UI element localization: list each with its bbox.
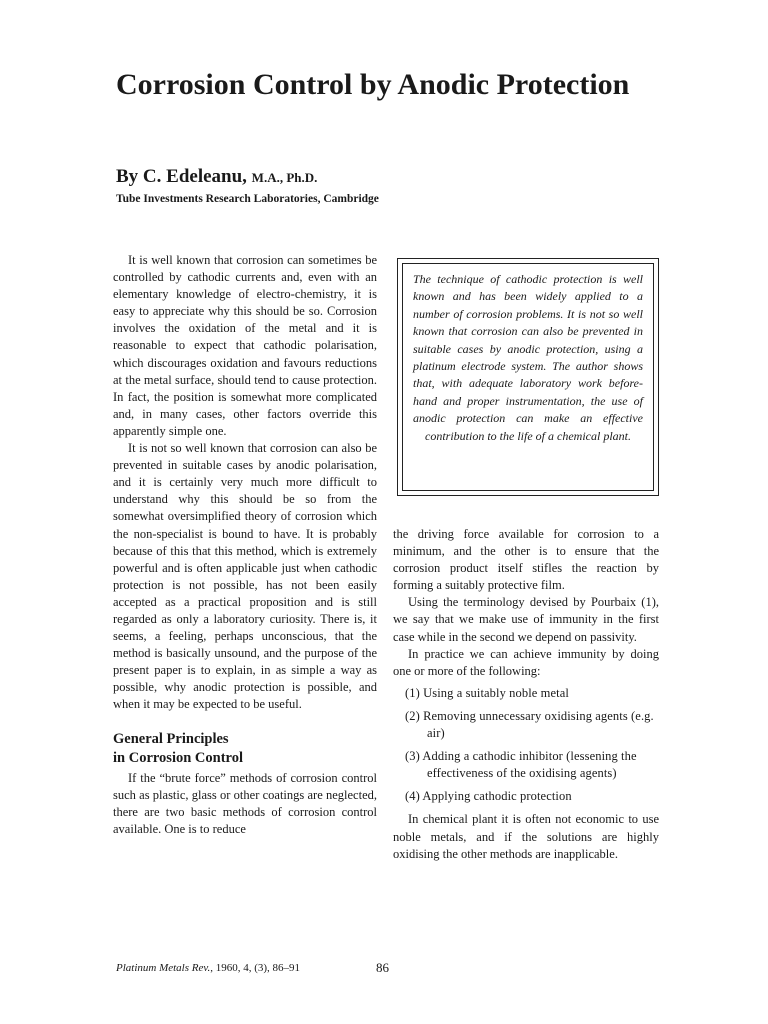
abstract-text: The technique of cathodic protection is well known and has been widely applied to a number of corrosion problems. It is not so well known that corrosion can also be prevented in suitable cases by anodic protection, using a platinum electrode system. The author shows that, with adequate laboratory work before-hand and proper instrumentation, the use of anodic protection can make an effective contribution to the life of a chemical plant. xyxy=(413,272,643,443)
author-affiliation: Tube Investments Research Laboratories, Cambridge xyxy=(116,193,379,205)
article-title: Corrosion Control by Anodic Protection xyxy=(116,68,630,101)
section-heading xyxy=(113,730,377,768)
method-list xyxy=(393,685,659,806)
body-paragraph: the driving force available for corrosion to a minimum, and the other is to ensure that the corrosion product itself stifles the reaction by forming a suitably protective film. xyxy=(393,527,659,593)
author-degrees: M.A., Ph.D. xyxy=(251,170,318,185)
abstract-inner-frame xyxy=(402,263,654,491)
body-paragraph: Using the terminology devised by Pourbaix (1), we say that we make use of immunity in the first case while in the second we depend on passivity. xyxy=(393,595,659,644)
left-column xyxy=(113,252,377,838)
list-item: (2) Removing unnecessary oxidising agents (e.g. air) xyxy=(405,708,654,741)
author-byline xyxy=(116,166,317,188)
list-item: (4) Applying cathodic protection xyxy=(405,789,572,804)
page-number: 86 xyxy=(376,960,389,975)
citation-details: , 1960, 4, (3), 86–91 xyxy=(210,962,301,974)
author-name: By C. Edeleanu, xyxy=(116,166,247,187)
right-column xyxy=(393,526,659,863)
section-heading-line: in Corrosion Control xyxy=(113,749,243,766)
body-paragraph: In practice we can achieve immunity by doing one or more of the following: xyxy=(393,646,659,678)
journal-name: Platinum Metals Rev. xyxy=(116,962,211,974)
body-paragraph: In chemical plant it is often not economic to use noble metals, and if the solutions are highly oxidising the other methods are inapplicable. xyxy=(393,812,659,861)
body-paragraph: It is not so well known that corrosion can also be prevented in suitable cases by anodic polarisation, and it is certainly very much more difficult to understand why this should be so from the somewhat oversimplified theory of corrosion which the non-specialist is bound to have. It is probably because of this that this method, which is extremely powerful and is often applicable just when cathodic protection is not possible, has not been easily accepted as a practical proposition and is still regarded as only a laboratory curiosity. There is, it seems, a feeling, perhaps unconscious, that the method is basically unsound, and the purpose of the present paper is to explain, in as simple a way as possible, why anodic protection is possible, and when it may be expected to be useful. xyxy=(113,441,377,712)
list-item: (1) Using a suitably noble metal xyxy=(405,685,569,700)
body-paragraph: If the “brute force” methods of corrosion control such as plastic, glass or other coatings are neglected, there are two basic methods of corrosion control available. One is to reduce xyxy=(113,770,377,836)
body-paragraph: It is well known that corrosion can sometimes be controlled by cathodic currents and, even with an elementary knowledge of electro-chemistry, it is easy to appreciate why this should be so. Corrosion involves the oxidation of the metal and it is reasonable to expect that cathodic polarisation, which discourages oxidation and favours reductions at the metal surface, should tend to cause protection. In fact, the position is somewhat more complicated and, in many cases, other factors override this apparently simple one. xyxy=(113,253,377,438)
section-heading-line: General Principles xyxy=(113,730,229,747)
journal-citation xyxy=(116,962,300,974)
abstract-box xyxy=(397,258,659,496)
list-item: (3) Adding a cathodic inhibitor (lessening the effectiveness of the oxidising agents) xyxy=(405,749,637,781)
